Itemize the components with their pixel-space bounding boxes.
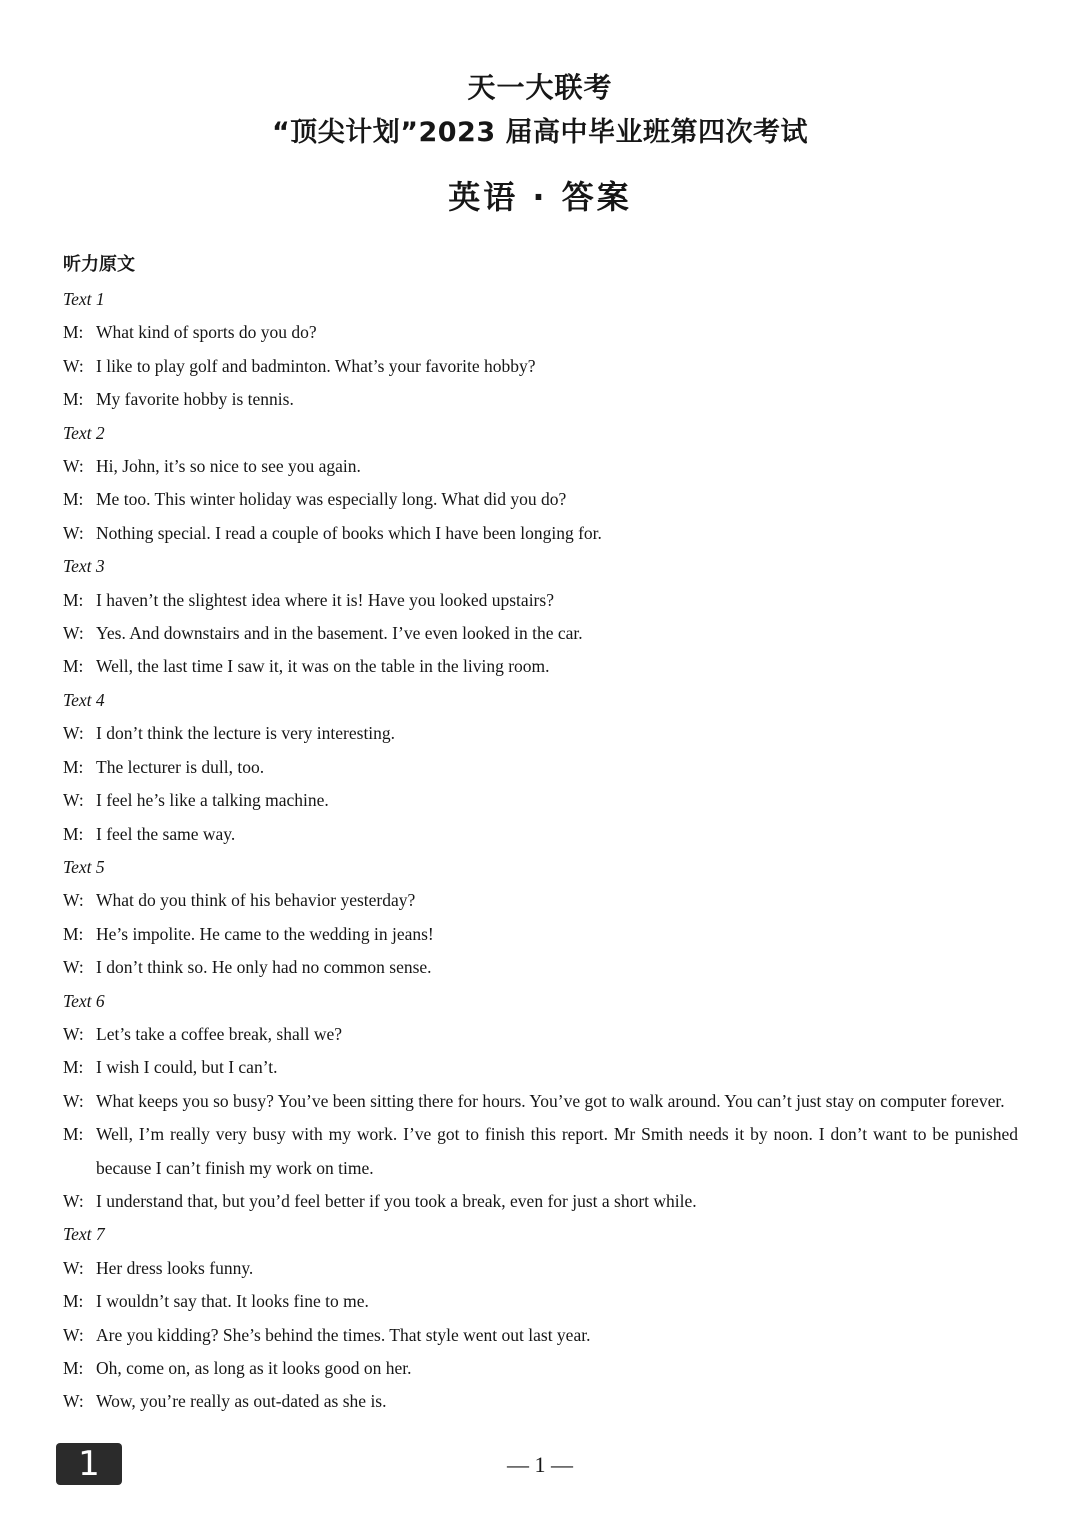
text-heading: Text 4	[63, 689, 105, 710]
dialogue-text: I haven’t the slightest idea where it is! Have you looked upstairs?	[96, 589, 554, 610]
speaker-label: M:	[63, 823, 84, 844]
text-heading: Text 2	[63, 422, 105, 443]
dialogue-line	[63, 751, 1018, 784]
speaker-label: W:	[63, 890, 84, 911]
dialogue-text: Let’s take a coffee break, shall we?	[96, 1023, 343, 1044]
speaker-label: W:	[63, 1391, 84, 1412]
dialogue-line	[63, 918, 1018, 951]
text-heading: Text 6	[63, 990, 105, 1011]
dialogue-line	[63, 717, 1018, 750]
dialogue-line	[63, 1118, 1018, 1185]
dialogue-line	[63, 784, 1018, 817]
speaker-label: W:	[63, 1257, 84, 1278]
speaker-label: M:	[63, 589, 84, 610]
speaker-label: M:	[63, 322, 84, 343]
dialogue-text: The lecturer is dull, too.	[96, 756, 265, 777]
dialogue-text: Well, I’m really very busy with my work. I’ve got to finish this report. Mr Smith needs it by noon. I don’t want to be punished because I can’t finish my work on time.	[96, 1124, 1018, 1178]
speaker-label: W:	[63, 790, 84, 811]
text-heading: Text 3	[63, 556, 105, 577]
speaker-label: W:	[63, 723, 84, 744]
exam-organizer-title: 天一大联考	[467, 71, 613, 104]
speaker-label: M:	[63, 389, 84, 410]
speaker-label: M:	[63, 489, 84, 510]
dialogue-text: I feel the same way.	[96, 823, 236, 844]
dialogue-text: Nothing special. I read a couple of books which I have been longing for.	[96, 522, 602, 543]
text-heading: Text 5	[63, 856, 105, 877]
speaker-label: W:	[63, 1090, 84, 1111]
dialogue-line	[63, 1385, 1018, 1418]
speaker-label: M:	[63, 656, 84, 677]
dialogue-text: What kind of sports do you do?	[96, 322, 317, 343]
dialogue-text: Her dress looks funny.	[96, 1257, 254, 1278]
dialogue-text: I understand that, but you’d feel better if you took a break, even for just a short while.	[96, 1190, 697, 1211]
speaker-label: W:	[63, 522, 84, 543]
text-heading: Text 1	[63, 289, 105, 309]
speaker-label: M:	[63, 756, 84, 777]
exam-name-title: “顶尖计划”2023 届高中毕业班第四次考试	[271, 117, 809, 148]
dialogue-text: Yes. And downstairs and in the basement. I’ve even looked in the car.	[96, 623, 583, 644]
speaker-label: W:	[63, 1190, 84, 1211]
speaker-label: W:	[63, 355, 84, 376]
page-badge: 1	[56, 1443, 122, 1485]
dialogue-text: What do you think of his behavior yesterday?	[96, 890, 416, 911]
speaker-label: W:	[63, 456, 84, 477]
dialogue-text: Oh, come on, as long as it looks good on her.	[96, 1358, 412, 1378]
subject-answer-title: 英语 · 答案	[448, 178, 632, 216]
dialogue-text: I don’t think the lecture is very interesting.	[96, 723, 396, 744]
dialogue-line	[63, 350, 1018, 383]
dialogue-line	[63, 1285, 1018, 1318]
text-heading: Text 7	[63, 1224, 105, 1245]
dialogue-line	[63, 450, 1018, 483]
dialogue-line	[63, 517, 1018, 550]
speaker-label: W:	[63, 957, 84, 978]
dialogue-text: Me too. This winter holiday was especially long. What did you do?	[96, 489, 567, 510]
dialogue-line	[63, 617, 1018, 650]
speaker-label: W:	[63, 623, 84, 644]
dialogue-text: Hi, John, it’s so nice to see you again.	[96, 456, 361, 477]
dialogue-line	[63, 650, 1018, 683]
dialogue-line	[63, 383, 1018, 416]
speaker-label: M:	[63, 1291, 84, 1312]
dialogue-line	[63, 584, 1018, 617]
dialogue-line	[63, 1252, 1018, 1285]
section-title: 听力原文	[63, 254, 135, 275]
speaker-label: M:	[63, 1057, 84, 1078]
dialogue-line	[63, 316, 1018, 349]
dialogue-text: Are you kidding? She’s behind the times. That style went out last year.	[96, 1324, 591, 1345]
speaker-label: W:	[63, 1324, 84, 1345]
dialogue-line	[63, 884, 1018, 917]
dialogue-line	[63, 1085, 1018, 1118]
dialogue-text: I wish I could, but I can’t.	[96, 1057, 278, 1078]
dialogue-line	[63, 1319, 1018, 1352]
dialogue-text: I wouldn’t say that. It looks fine to me.	[96, 1291, 369, 1312]
speaker-label: M:	[63, 923, 84, 944]
dialogue-text: I don’t think so. He only had no common sense.	[96, 957, 432, 978]
dialogue-text: What keeps you so busy? You’ve been sitting there for hours. You’ve got to walk around. You can’t just stay on computer forever.	[96, 1090, 1005, 1111]
speaker-label: W:	[63, 1023, 84, 1044]
dialogue-line	[63, 483, 1018, 516]
page-number: — 1 —	[507, 1452, 573, 1477]
dialogue-text: Wow, you’re really as out-dated as she is.	[96, 1391, 387, 1412]
dialogue-line	[63, 818, 1018, 851]
dialogue-line	[63, 1051, 1018, 1084]
dialogue-line	[63, 1018, 1018, 1051]
speaker-label: M:	[63, 1358, 84, 1378]
dialogue-text: I like to play golf and badminton. What’s your favorite hobby?	[96, 355, 536, 376]
speaker-label: M:	[63, 1124, 84, 1145]
dialogue-text: I feel he’s like a talking machine.	[96, 790, 329, 811]
dialogue-text: He’s impolite. He came to the wedding in jeans!	[96, 923, 434, 944]
dialogue-text: Well, the last time I saw it, it was on the table in the living room.	[96, 656, 550, 677]
dialogue-line	[63, 951, 1018, 984]
dialogue-text: My favorite hobby is tennis.	[96, 389, 294, 410]
transcript-body	[63, 283, 1018, 1419]
dialogue-line	[63, 1185, 1018, 1218]
dialogue-line	[63, 1352, 1018, 1385]
